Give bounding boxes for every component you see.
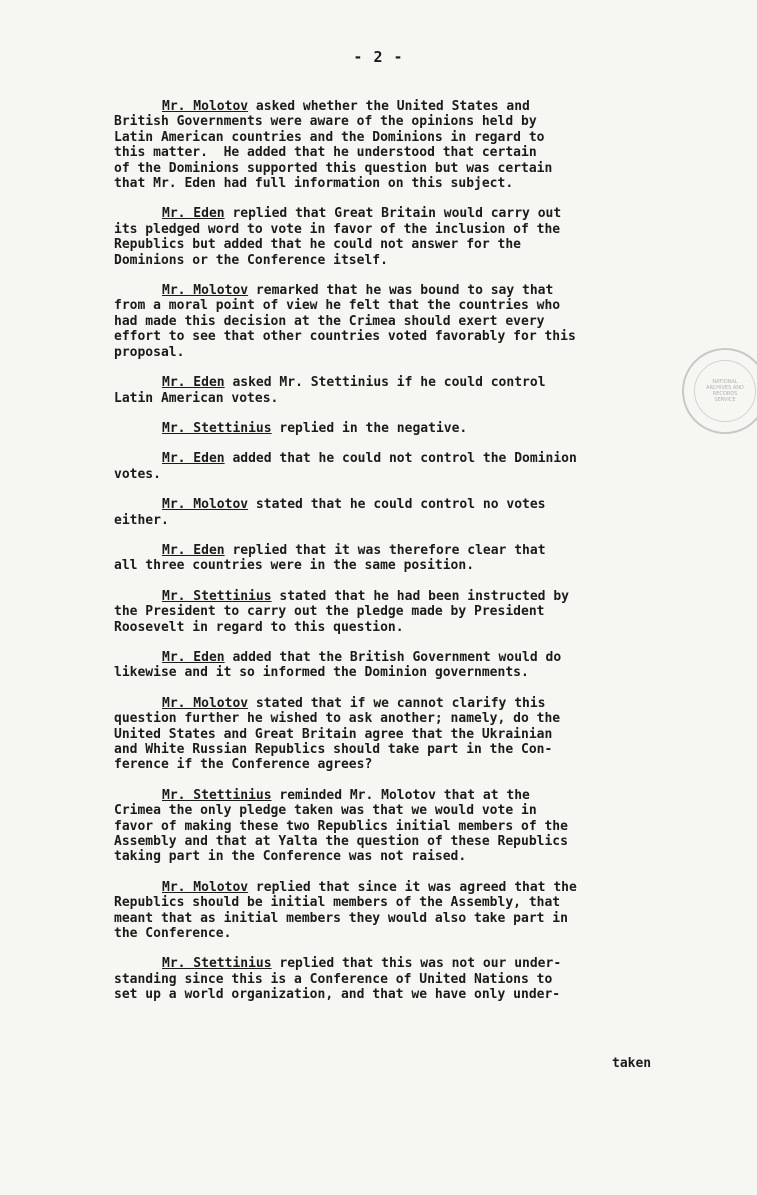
paragraph-text: replied that this was not our under- standing since this is a Conference of United Nations to set up a world organization, and that we have only under-: [114, 956, 562, 1003]
paragraph: [114, 589, 674, 635]
stamp-line: NATIONAL: [712, 379, 738, 385]
speaker-name: Mr. Stettinius: [162, 420, 272, 436]
paragraph-text: added that he could not control the Dominion votes.: [114, 451, 577, 482]
speaker-name: Mr. Eden: [162, 451, 225, 467]
speaker-name: Mr. Stettinius: [162, 956, 272, 972]
paragraph: [114, 283, 674, 360]
paragraph-text: stated that if we cannot clarify this question further he wished to ask another; namely, do the United States and Great Britain agree that the Ukrainian and White Russian Republics should take part in the Con- ference if the Conference agrees?: [114, 695, 561, 773]
paragraph: [114, 99, 674, 191]
paragraph-text: added that the British Government would do likewise and it so informed the Dominion governments.: [114, 649, 562, 681]
paragraph-text: remarked that he was bound to say that from a moral point of view he felt that the countries who had made this decision at the Crimea should exert every effort to see that other countries voted favorably for this proposal.: [114, 283, 576, 360]
speaker-name: Mr. Molotov: [162, 497, 249, 513]
paragraph: [114, 788, 674, 865]
paragraph-text: stated that he had been instructed by the President to carry out the pledge made by President Roosevelt in regard to this question.: [114, 588, 569, 635]
document-body: [114, 99, 674, 1018]
paragraph: [114, 543, 674, 574]
paragraph: [114, 451, 674, 482]
paragraph: [114, 497, 674, 528]
catchword: taken: [612, 1056, 652, 1071]
paragraph-text: asked Mr. Stettinius if he could control Latin American votes.: [114, 375, 546, 406]
archives-stamp-text: [694, 360, 756, 422]
page-number: - 2 -: [353, 48, 404, 66]
speaker-name: Mr. Eden: [162, 375, 225, 391]
paragraph-text: replied in the negative.: [271, 420, 468, 436]
paragraph: [114, 956, 674, 1002]
paragraph-text: reminded Mr. Molotov that at the Crimea the only pledge taken was that we would vote in favor of making these two Republics initial members of the Assembly and that at Yalta the question of these Republics taking part in the Conference was not raised.: [114, 787, 568, 865]
paragraph: [114, 421, 674, 436]
speaker-name: Mr. Eden: [162, 206, 225, 222]
paragraph-text: stated that he could control no votes either.: [114, 497, 546, 528]
paragraph: [114, 206, 674, 268]
speaker-name: Mr. Stettinius: [162, 588, 272, 604]
paragraph-text: replied that Great Britain would carry out its pledged word to vote in favor of the inclusion of the Republics but added that he could not answer for the Dominions or the Conference itself.: [114, 206, 562, 268]
paragraph: [114, 880, 674, 942]
paragraph: [114, 696, 674, 773]
paragraph-text: replied that since it was agreed that the Republics should be initial members of the Assembly, that meant that as initial members they would also take part in the Conference.: [114, 879, 577, 942]
speaker-name: Mr. Molotov: [162, 695, 249, 711]
speaker-name: Mr. Molotov: [162, 283, 249, 299]
speaker-name: Mr. Stettinius: [162, 787, 272, 803]
stamp-line: ARCHIVES AND: [706, 385, 744, 391]
paragraph-text: asked whether the United States and British Governments were aware of the opinions held by Latin American countries and the Dominions in regard to this matter. He added that he understood that certain of the Dominions supported this question but was certain that Mr. Eden had full information on this subject.: [114, 99, 553, 192]
stamp-line: RECORDS: [712, 391, 738, 397]
paragraph-text: replied that it was therefore clear that all three countries were in the same position.: [114, 542, 546, 574]
paragraph: [114, 375, 674, 406]
paragraph: [114, 650, 674, 681]
speaker-name: Mr. Molotov: [162, 99, 249, 114]
stamp-line: SERVICE: [714, 397, 736, 403]
speaker-name: Mr. Eden: [162, 542, 225, 558]
speaker-name: Mr. Molotov: [162, 879, 249, 895]
archives-stamp: [682, 348, 757, 434]
speaker-name: Mr. Eden: [162, 649, 225, 665]
